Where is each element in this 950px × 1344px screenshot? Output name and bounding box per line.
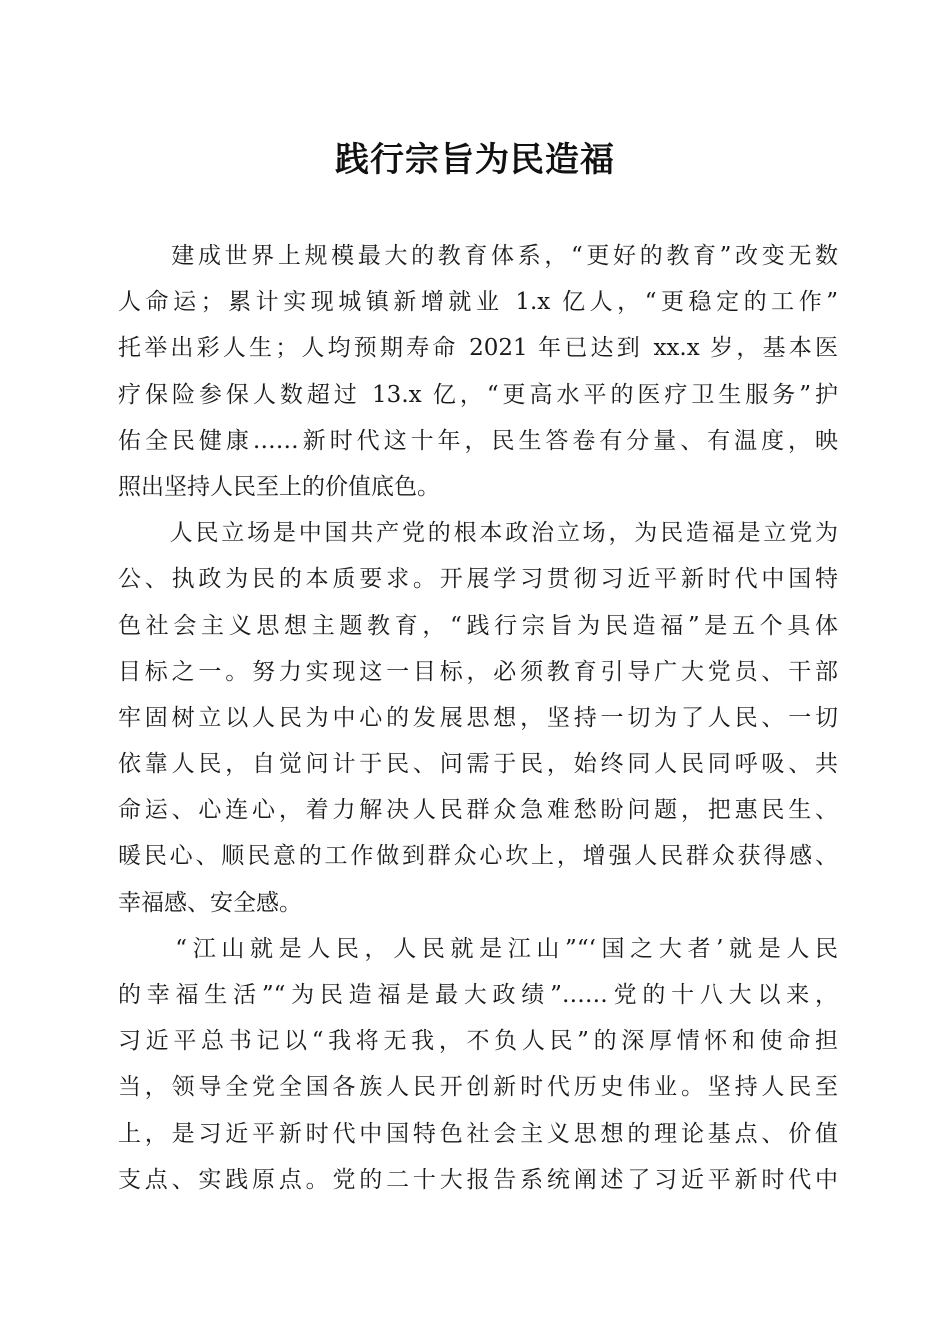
text-line: 照出坚持人民至上的价值底色。 bbox=[118, 473, 440, 500]
text-line: 的幸福生活”“为民造福是最大政绩”……党的十八大以来， bbox=[118, 982, 838, 1008]
paragraph-3 bbox=[118, 926, 838, 1203]
paragraph-2 bbox=[118, 510, 838, 926]
text-line: 习近平总书记以“我将无我，不负人民”的深厚情怀和使命担 bbox=[118, 1028, 838, 1055]
document-body bbox=[118, 233, 838, 1203]
text-line: “江山就是人民，人民就是江山”“‘国之大者’就是人民 bbox=[118, 935, 838, 962]
document-title: 践行宗旨为民造福 bbox=[335, 140, 615, 180]
text-line: 色社会主义思想主题教育，“践行宗旨为民造福”是五个具体 bbox=[118, 612, 838, 639]
text-line: 依靠人民，自觉问计于民、问需于民，始终同人民同呼吸、共 bbox=[118, 751, 838, 778]
text-line: 上，是习近平新时代中国特色社会主义思想的理论基点、价值 bbox=[118, 1120, 838, 1147]
text-line: 公、执政为民的本质要求。开展学习贯彻习近平新时代中国特 bbox=[118, 566, 838, 593]
text-line: 托举出彩人生；人均预期寿命 2021 年已达到 xx.x 岁，基本医 bbox=[118, 335, 838, 362]
text-line: 牢固树立以人民为中心的发展思想，坚持一切为了人民、一切 bbox=[118, 704, 838, 731]
text-line: 疗保险参保人数超过 13.x 亿，“更高水平的医疗卫生服务”护 bbox=[118, 381, 838, 408]
text-line: 目标之一。努力实现这一目标，必须教育引导广大党员、干部 bbox=[118, 658, 838, 685]
text-line: 人民立场是中国共产党的根本政治立场，为民造福是立党为 bbox=[118, 520, 838, 547]
text-line: 命运、心连心，着力解决人民群众急难愁盼问题，把惠民生、 bbox=[118, 797, 838, 824]
text-line: 支点、实践原点。党的二十大报告系统阐述了习近平新时代中 bbox=[118, 1166, 838, 1193]
text-line: 建成世界上规模最大的教育体系，“更好的教育”改变无数 bbox=[118, 243, 838, 269]
text-line: 暖民心、顺民意的工作做到群众心坎上，增强人民群众获得感、 bbox=[118, 843, 838, 870]
text-line: 幸福感、安全感。 bbox=[118, 889, 302, 916]
text-line: 当，领导全党全国各族人民开创新时代历史伟业。坚持人民至 bbox=[118, 1074, 838, 1101]
text-line: 佑全民健康……新时代这十年，民生答卷有分量、有温度，映 bbox=[118, 427, 838, 454]
text-line: 人命运；累计实现城镇新增就业 1.x 亿人，“更稳定的工作” bbox=[118, 289, 838, 316]
paragraph-1 bbox=[118, 233, 838, 510]
